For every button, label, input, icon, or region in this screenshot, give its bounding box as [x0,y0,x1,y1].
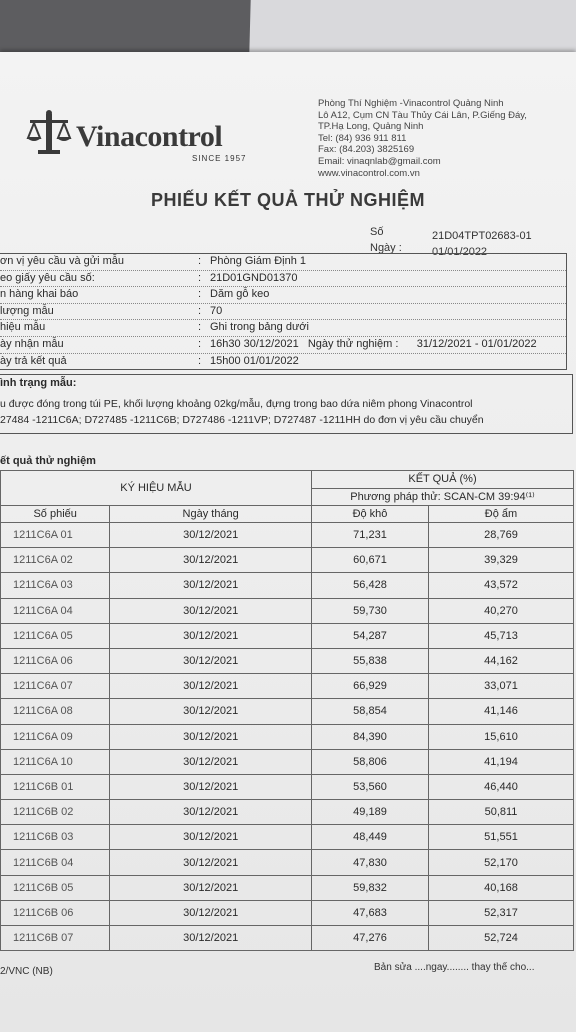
table-row [1,800,574,825]
revision-note: Bản sửa ....ngay........ thay thế cho... [374,962,535,973]
info-colon: : [198,271,202,284]
table-row [1,825,574,850]
info-value: Dăm gỗ keo [210,288,270,301]
cell-sophieu: 1211C6B 06 [1,900,110,925]
table-row [1,900,574,925]
cell-doam: 52,170 [429,850,574,875]
address-line: Email: vinaqnlab@gmail.com [318,155,441,167]
table-row [1,875,574,900]
cell-sophieu: 1211C6A 06 [1,648,110,673]
table-row [1,850,574,875]
info-label: hiệu mẫu [0,321,46,334]
cell-sophieu: 1211C6A 08 [1,699,110,724]
condition-label: ình trạng mẫu: [0,377,77,389]
cell-doam: 43,572 [429,573,574,598]
cell-doam: 52,317 [429,900,574,925]
table-row [1,623,574,648]
cell-ngay: 30/12/2021 [110,825,312,850]
col-ngay: Ngày tháng [110,506,312,523]
info-row [0,254,566,271]
form-code: 2/VNC (NB) [0,966,53,977]
info-value: 21D01GND01370 [210,271,298,284]
cell-doam: 33,071 [429,674,574,699]
info-label: eo giấy yêu cầu số: [0,271,95,284]
cell-dokho: 66,929 [312,674,429,699]
cell-ngay: 30/12/2021 [110,800,312,825]
cell-sophieu: 1211C6A 02 [1,548,110,573]
cell-sophieu: 1211C6A 03 [1,573,110,598]
info-colon: : [198,337,202,350]
cell-doam: 50,811 [429,800,574,825]
cell-dokho: 58,806 [312,749,429,774]
info-value: 15h00 01/01/2022 [210,354,299,367]
cell-dokho: 47,830 [312,850,429,875]
cell-doam: 41,146 [429,699,574,724]
cell-doam: 46,440 [429,774,574,799]
results-table [0,470,574,951]
cell-ngay: 30/12/2021 [110,674,312,699]
cell-dokho: 58,854 [312,699,429,724]
cell-dokho: 60,671 [312,548,429,573]
table-row [1,648,574,673]
cell-dokho: 47,276 [312,926,429,951]
table-row [1,523,574,548]
cell-ngay: 30/12/2021 [110,724,312,749]
info-colon: : [198,288,202,301]
cell-doam: 40,168 [429,875,574,900]
document-title: PHIẾU KẾT QUẢ THỬ NGHIỆM [151,190,425,210]
ketqua-header [312,471,574,506]
cell-doam: 52,724 [429,926,574,951]
info-label: ơn vị yêu cầu và gửi mẫu [0,255,125,267]
kyhieu-header: KÝ HIỆU MẪU [1,471,312,506]
address-line: Phòng Thí Nghiệm -Vinacontrol Quảng Ninh [318,98,504,109]
cell-ngay: 30/12/2021 [110,548,312,573]
cell-ngay: 30/12/2021 [110,648,312,673]
address-line: Fax: (84.203) 3825169 [318,144,415,156]
so-value: 21D04TPT02683-01 [432,230,532,242]
cell-dokho: 49,189 [312,800,429,825]
cell-sophieu: 1211C6A 05 [1,623,110,648]
cell-doam: 15,610 [429,724,574,749]
cell-doam: 51,551 [429,825,574,850]
info-row [0,320,566,337]
info-colon: : [198,354,202,367]
cell-ngay: 30/12/2021 [110,850,312,875]
col-sophieu: Số phiếu [1,506,110,523]
cell-sophieu: 1211C6A 04 [1,598,110,623]
table-row [1,699,574,724]
info-row [0,287,566,304]
cell-sophieu: 1211C6A 10 [1,749,110,774]
cell-sophieu: 1211C6B 03 [1,825,110,850]
cell-dokho: 53,560 [312,774,429,799]
results-section-label: ết quả thử nghiệm [0,455,96,467]
ngay-label: Ngày : [370,242,402,254]
cell-ngay: 30/12/2021 [110,573,312,598]
cell-sophieu: 1211C6A 07 [1,674,110,699]
so-label: Số [370,226,384,238]
scale-logo-icon [24,108,74,158]
cell-doam: 39,329 [429,548,574,573]
table-row [1,926,574,951]
address-line: Lô A12, Cụm CN Tàu Thủy Cái Lân, P.Giếng Đáy, [318,109,527,121]
cell-sophieu: 1211C6A 09 [1,724,110,749]
cell-sophieu: 1211C6A 01 [1,523,110,548]
cell-ngay: 30/12/2021 [110,774,312,799]
cell-dokho: 71,231 [312,523,429,548]
table-row [1,573,574,598]
cell-dokho: 55,838 [312,648,429,673]
cell-dokho: 59,832 [312,875,429,900]
company-name: Vinacontrol [76,120,223,153]
table-row [1,598,574,623]
cell-doam: 28,769 [429,523,574,548]
cell-doam: 41,194 [429,749,574,774]
cell-ngay: 30/12/2021 [110,598,312,623]
cell-dokho: 48,449 [312,825,429,850]
condition-line: u được đóng trong túi PE, khối lượng khoảng 02kg/mẫu, đựng trong bao dứa niêm phong Vinacontrol [0,398,473,410]
address-line: Tel: (84) 936 911 811 [318,132,407,144]
table-row [1,674,574,699]
cell-doam: 40,270 [429,598,574,623]
info-row [0,354,566,370]
info-colon: : [198,304,202,317]
address-line: TP.Hạ Long, Quảng Ninh [318,121,424,133]
cell-dokho: 59,730 [312,598,429,623]
info-value: Ghi trong bảng dưới [210,321,309,334]
table-subheader-row [1,506,574,523]
cell-ngay: 30/12/2021 [110,749,312,774]
col-doam: Độ ẩm [429,506,574,523]
info-row [0,337,566,354]
cell-sophieu: 1211C6B 05 [1,875,110,900]
condition-text [0,396,570,428]
info-row [0,304,566,321]
info-value: 70 [210,304,223,317]
condition-line: 27484 -1211C6A; D727485 -1211C6B; D727486 -1211VP; D727487 -1211HH do đơn vị yêu cầu chuyển [0,414,484,426]
cell-sophieu: 1211C6B 01 [1,774,110,799]
info-colon: : [198,321,202,334]
table-row [1,548,574,573]
cell-sophieu: 1211C6B 04 [1,850,110,875]
info-value: Phòng Giám Định 1 [210,255,306,267]
cell-doam: 45,713 [429,623,574,648]
company-logo [20,104,250,166]
cell-ngay: 30/12/2021 [110,699,312,724]
info-label: lượng mẫu [0,304,54,317]
cell-sophieu: 1211C6B 07 [1,926,110,951]
cell-sophieu: 1211C6B 02 [1,800,110,825]
company-address [318,98,568,179]
sample-info-box [0,253,567,370]
cell-ngay: 30/12/2021 [110,926,312,951]
col-dokho: Độ khô [312,506,429,523]
info-label: ày trả kết quả [0,354,67,367]
cell-dokho: 84,390 [312,724,429,749]
info-row [0,271,566,288]
cell-ngay: 30/12/2021 [110,523,312,548]
table-header-row [1,471,574,506]
info-label: ày nhận mẫu [0,337,64,350]
cell-ngay: 30/12/2021 [110,875,312,900]
method-text: Phương pháp thử: SCAN-CM 39:94⁽¹⁾ [350,491,535,503]
ketqua-title: KẾT QUẢ (%) [312,471,573,489]
cell-dokho: 56,428 [312,573,429,598]
cell-doam: 44,162 [429,648,574,673]
table-row [1,724,574,749]
cell-dokho: 47,683 [312,900,429,925]
cell-ngay: 30/12/2021 [110,623,312,648]
table-row [1,749,574,774]
table-row [1,774,574,799]
address-line: www.vinacontrol.com.vn [318,167,420,179]
cell-ngay: 30/12/2021 [110,900,312,925]
info-colon: : [198,255,202,267]
info-value: 16h30 30/12/2021 Ngày thử nghiệm : 31/12/2021 - 01/01/2022 [210,337,537,350]
info-label: n hàng khai báo [0,288,79,301]
cell-dokho: 54,287 [312,623,429,648]
company-since: SINCE 1957 [192,154,247,163]
ngay-value: 01/01/2022 [432,246,488,258]
